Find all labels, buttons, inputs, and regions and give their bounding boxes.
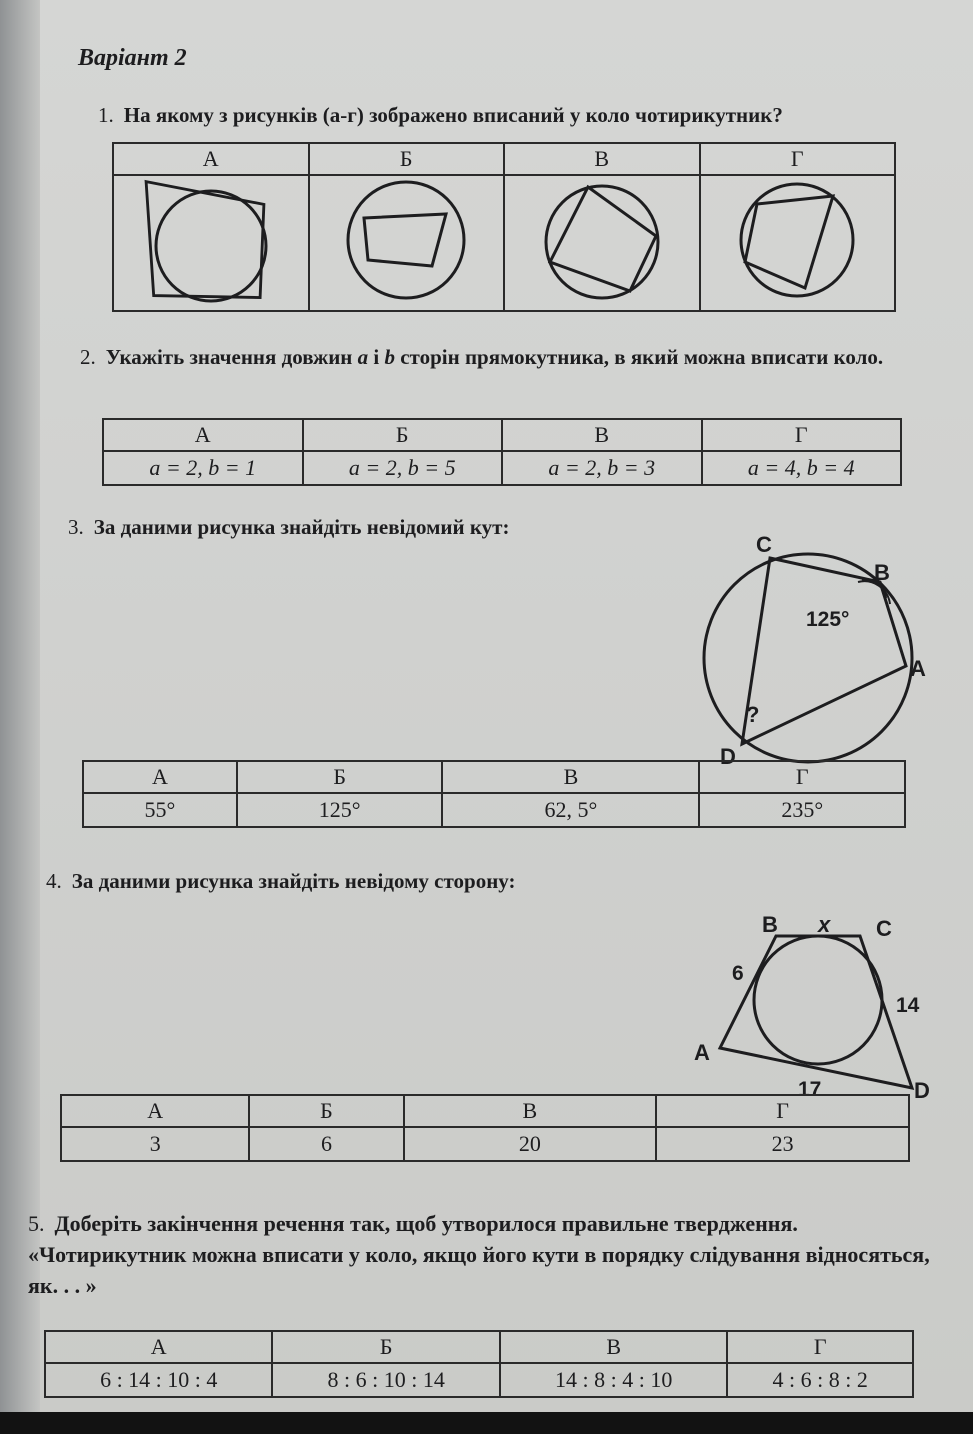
question-2 [80, 342, 950, 372]
book-spine-shadow [0, 0, 40, 1412]
question-3-table [82, 760, 906, 828]
q2-answer-g: a = 4, b = 4 [702, 451, 902, 485]
question-1-text: На якому з рисунків (а-г) зображено вписаний у коло чотирикутник? [123, 103, 783, 127]
vertex-label-a: A [694, 1040, 710, 1065]
q4-header-g: Г [656, 1095, 909, 1127]
q4-answer-b: 6 [249, 1127, 403, 1161]
quadrilateral-inscribed-in-circle-icon [532, 176, 672, 304]
q3-header-v: В [442, 761, 699, 793]
question-2-text-part: Укажіть значення довжин [105, 345, 358, 369]
vertex-label-c: C [876, 916, 892, 941]
question-5-table [44, 1330, 914, 1398]
q3-answer-v: 62, 5° [442, 793, 699, 827]
q5-header-a: А [45, 1331, 272, 1363]
q2-answer-b: a = 2, b = 5 [303, 451, 503, 485]
angle-value-label: 125° [806, 608, 850, 631]
q5-answer-b: 8 : 6 : 10 : 14 [272, 1363, 499, 1397]
q2-answer-a: a = 2, b = 1 [103, 451, 303, 485]
question-5 [28, 1208, 958, 1301]
dark-bottom-edge [0, 1412, 973, 1434]
quadrilateral-inside-circle-icon [336, 176, 476, 304]
question-4 [46, 866, 746, 896]
q1-figure-a [113, 175, 309, 311]
variant-title: Варіант 2 [78, 45, 187, 71]
question-1-table [112, 142, 896, 312]
question-5-number: 5. [28, 1211, 45, 1236]
q1-header-v: В [504, 143, 700, 175]
quadrilateral-inscribed-in-circle-icon [727, 176, 867, 304]
q4-header-a: А [61, 1095, 249, 1127]
q2-header-a: А [103, 419, 303, 451]
question-2-number: 2. [80, 345, 96, 369]
q5-header-g: Г [727, 1331, 913, 1363]
question-3 [68, 512, 668, 542]
q3-answer-g: 235° [699, 793, 905, 827]
q1-figure-b [309, 175, 505, 311]
question-3-figure [690, 530, 940, 770]
q1-header-a: А [113, 143, 309, 175]
vertex-label-c: C [756, 532, 772, 557]
question-2-var-b: b [384, 345, 395, 369]
q1-header-b: Б [309, 143, 505, 175]
q3-header-a: А [83, 761, 237, 793]
vertex-label-d: D [914, 1078, 930, 1103]
q5-answer-a: 6 : 14 : 10 : 4 [45, 1363, 272, 1397]
q3-header-g: Г [699, 761, 905, 793]
question-3-text: За даними рисунка знайдіть невідомий кут: [93, 515, 510, 539]
q3-answer-a: 55° [83, 793, 237, 827]
q1-figure-v [504, 175, 700, 311]
q4-answer-g: 23 [656, 1127, 909, 1161]
question-4-text: За даними рисунка знайдіть невідому сторону: [71, 869, 516, 893]
question-5-text: Доберіть закінчення речення так, щоб утворилося правильне твердження. «Чотирикутник можна вписати у коло, якщо його кути в порядку слідування відносяться, як. . . » [28, 1211, 930, 1298]
question-4-number: 4. [46, 869, 62, 893]
q3-header-b: Б [237, 761, 443, 793]
question-4-figure [690, 908, 940, 1108]
unknown-side-label: x [818, 912, 831, 937]
q2-header-g: Г [702, 419, 902, 451]
question-3-number: 3. [68, 515, 84, 539]
q2-header-b: Б [303, 419, 503, 451]
question-2-text-part: сторін прямокутника, в який можна вписати коло. [394, 345, 884, 369]
vertex-label-b: B [874, 560, 890, 585]
vertex-label-d: D [720, 744, 736, 769]
q4-answer-a: 3 [61, 1127, 249, 1161]
circle-inscribed-in-quadrilateral-icon [141, 176, 281, 304]
question-1 [98, 100, 948, 130]
q2-header-v: В [502, 419, 702, 451]
vertex-label-b: B [762, 912, 778, 937]
unknown-angle-mark: ? [746, 702, 760, 727]
q1-figure-g [700, 175, 896, 311]
q4-header-b: Б [249, 1095, 403, 1127]
q5-header-v: В [500, 1331, 727, 1363]
q5-answer-g: 4 : 6 : 8 : 2 [727, 1363, 913, 1397]
question-2-text-part: і [368, 345, 385, 369]
inscribed-circle [754, 936, 882, 1064]
side-ab-label: 6 [732, 962, 744, 985]
q1-header-g: Г [700, 143, 896, 175]
question-1-number: 1. [98, 103, 114, 127]
q2-answer-v: a = 2, b = 3 [502, 451, 702, 485]
q4-answer-v: 20 [404, 1127, 657, 1161]
side-ad-label: 17 [798, 1078, 822, 1101]
question-2-var-a: a [357, 345, 369, 369]
side-cd-label: 14 [896, 994, 920, 1017]
question-4-table [60, 1094, 910, 1162]
q5-answer-v: 14 : 8 : 4 : 10 [500, 1363, 727, 1397]
q5-header-b: Б [272, 1331, 499, 1363]
q3-answer-b: 125° [237, 793, 443, 827]
question-2-table [102, 418, 902, 486]
vertex-label-a: A [910, 656, 926, 681]
q4-header-v: В [404, 1095, 657, 1127]
